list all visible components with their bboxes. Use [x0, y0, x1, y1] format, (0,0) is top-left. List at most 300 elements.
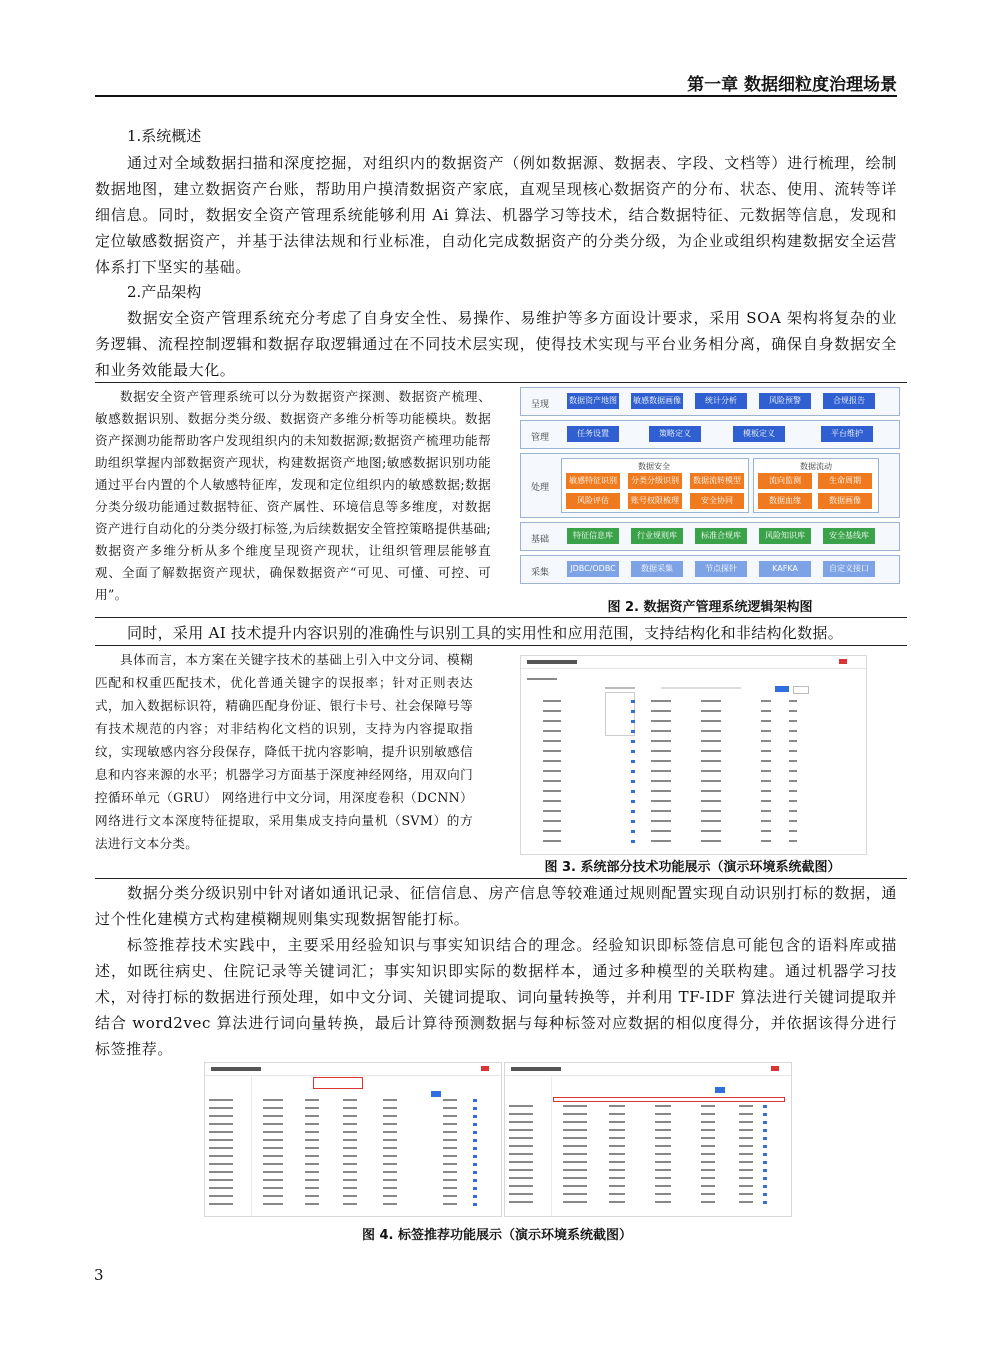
screenshot-text-line	[563, 1105, 587, 1107]
header-rule	[95, 95, 897, 97]
screenshot-text-line	[651, 770, 671, 772]
screenshot-tag-marker	[473, 1171, 477, 1174]
screenshot-tag-marker	[473, 1203, 477, 1206]
screenshot-text-line	[343, 1107, 357, 1109]
screenshot-text-line	[701, 1177, 715, 1179]
screenshot-text-line	[563, 1129, 587, 1131]
figure3-caption: 图 3. 系统部分技术功能展示（演示环境系统截图）	[544, 860, 841, 875]
screenshot-tag-marker	[631, 840, 635, 843]
screenshot-text-line	[701, 840, 721, 842]
screenshot-text-line	[509, 1185, 533, 1187]
screenshot-text-line	[209, 1107, 233, 1109]
screenshot-text-line	[701, 1137, 715, 1139]
arch-box: 风险评估	[566, 493, 620, 509]
screenshot-text-line	[739, 1121, 753, 1123]
screenshot-text-line	[701, 770, 721, 772]
screenshot-text-line	[209, 1147, 233, 1149]
screenshot-text-line	[701, 1153, 715, 1155]
arch-row-label: 管理	[531, 433, 550, 443]
screenshot-text-line	[761, 790, 771, 792]
arch-box: 敏感数据画像	[631, 393, 683, 409]
screenshot-text-line	[701, 1161, 715, 1163]
screenshot-text-line	[655, 1153, 671, 1155]
arch-row-presentation	[520, 387, 900, 416]
screenshot-text-line	[789, 810, 797, 812]
screenshot-text-line	[701, 1193, 715, 1195]
arch-box: 流向监测	[758, 473, 812, 489]
screenshot-text-line	[343, 1163, 357, 1165]
divider	[95, 645, 907, 646]
screenshot-text-line	[761, 700, 771, 702]
screenshot-text-line	[655, 1185, 671, 1187]
screenshot-text-line	[563, 1185, 587, 1187]
screenshot-tag-marker	[473, 1187, 477, 1190]
figure3-description: 具体而言，本方案在关键字技术的基础上引入中文分词、模糊匹配和权重匹配技术，优化普通关键字的误报率；针对正则表达式，加入数据标识符，精确匹配身份证、银行卡号、社会保障号等有技术规范的内容；对非结构化文档的识别，支持为内容提取指纹，实现敏感内容分段保存，降低干扰内容影响，提升识别敏感信息和内容来源的水平；机器学习方面基于深度神经网络，用双向门控循环单元（GRU） 网络进行中文分词，用深度卷积（DCNN）网络进行文本深度特征提取，采用集成支持向量机（SVM）的方法进行文本分类。	[95, 652, 473, 851]
screenshot-text-line	[651, 790, 671, 792]
screenshot-text-line	[209, 1187, 233, 1189]
screenshot-text-line	[651, 810, 671, 812]
screenshot-text-line	[343, 1115, 357, 1117]
screenshot-text-line	[443, 1115, 457, 1117]
screenshot-text-line	[509, 1145, 533, 1147]
screenshot-text-line	[263, 1203, 283, 1205]
screenshot-text-line	[509, 1121, 533, 1123]
screenshot-text-line	[209, 1179, 233, 1181]
screenshot-text-line	[789, 780, 797, 782]
screenshot-text-line	[655, 1113, 671, 1115]
arch-box: 数据血缘	[758, 493, 812, 509]
screenshot-text-line	[563, 1169, 587, 1171]
screenshot-text-line	[543, 710, 561, 712]
screenshot-tag-marker	[763, 1121, 767, 1124]
screenshot-text-line	[543, 800, 561, 802]
screenshot-tag-marker	[763, 1169, 767, 1172]
arch-box: 风险知识库	[759, 528, 811, 544]
screenshot-text-line	[739, 1193, 753, 1195]
screenshot-text-line	[209, 1163, 233, 1165]
section-heading-architecture: 2.产品架构	[127, 283, 202, 301]
screenshot-text-line	[443, 1107, 457, 1109]
screenshot-text-line	[655, 1145, 671, 1147]
arch-box: 账号权限梳理	[628, 493, 682, 509]
screenshot-text-line	[543, 840, 561, 842]
screenshot-text-line	[383, 1187, 397, 1189]
screenshot-tag-marker	[631, 820, 635, 823]
screenshot-text-line	[509, 1177, 533, 1179]
screenshot-text-line	[701, 1185, 715, 1187]
divider	[95, 617, 907, 618]
screenshot-text-line	[209, 1203, 233, 1205]
screenshot-text-line	[263, 1147, 283, 1149]
screenshot-text-line	[343, 1155, 357, 1157]
screenshot-text-line	[651, 720, 671, 722]
arch-row-label: 呈现	[531, 400, 550, 410]
screenshot-text-line	[761, 830, 771, 832]
arch-row-management	[520, 420, 900, 449]
screenshot-text-line	[701, 1169, 715, 1171]
screenshot-text-line	[789, 790, 797, 792]
screenshot-text-line	[789, 760, 797, 762]
screenshot-tag-marker	[763, 1145, 767, 1148]
screenshot-text-line	[761, 780, 771, 782]
screenshot-tag-marker	[763, 1185, 767, 1188]
screenshot-text-line	[443, 1099, 457, 1101]
screenshot-text-line	[443, 1139, 457, 1141]
screenshot-tag-marker	[763, 1193, 767, 1196]
arch-group-data-security	[561, 458, 749, 513]
screenshot-text-line	[383, 1147, 397, 1149]
screenshot-text-line	[305, 1131, 319, 1133]
screenshot-text-line	[739, 1185, 753, 1187]
arch-group-title: 数据流动	[800, 462, 832, 471]
architecture-diagram	[520, 387, 900, 592]
screenshot-text-line	[651, 760, 671, 762]
screenshot-tag-marker	[473, 1139, 477, 1142]
screenshot-text-line	[789, 770, 797, 772]
screenshot-text-line	[305, 1171, 319, 1173]
screenshot-text-line	[305, 1115, 319, 1117]
screenshot-tag-marker	[473, 1115, 477, 1118]
screenshot-text-line	[655, 1169, 671, 1171]
screenshot-text-line	[655, 1201, 671, 1203]
screenshot-text-line	[655, 1129, 671, 1131]
screenshot-text-line	[305, 1123, 319, 1125]
screenshot-text-line	[509, 1201, 533, 1203]
arch-row-collection	[520, 555, 900, 584]
screenshot-tag-marker	[631, 730, 635, 733]
screenshot-text-line	[209, 1195, 233, 1197]
screenshot-text-line	[343, 1099, 357, 1101]
screenshot-text-line	[739, 1137, 753, 1139]
screenshot-text-line	[563, 1145, 587, 1147]
arch-box: 风险预警	[759, 393, 811, 409]
screenshot-tag-marker	[763, 1201, 767, 1204]
screenshot-text-line	[443, 1203, 457, 1205]
arch-box: 策略定义	[649, 426, 701, 442]
screenshot-text-line	[701, 1105, 715, 1107]
screenshot-text-line	[443, 1171, 457, 1173]
screenshot-tag-marker	[763, 1105, 767, 1108]
arch-box: 数据采集	[631, 561, 683, 577]
architecture-paragraph: 数据安全资产管理系统充分考虑了自身安全性、易操作、易维护等多方面设计要求，采用 SOA 架构将复杂的业务逻辑、流程控制逻辑和数据存取逻辑通过在不同技术层实现，使得技术实现与平台业务相分离，确保自身数据安全和业务效能最大化。	[95, 309, 897, 379]
screenshot-text-line	[609, 1105, 625, 1107]
screenshot-text-line	[609, 1185, 625, 1187]
screenshot-text-line	[761, 770, 771, 772]
screenshot-text-line	[263, 1195, 283, 1197]
screenshot-text-line	[209, 1139, 233, 1141]
screenshot-text-line	[701, 830, 721, 832]
screenshot-text-line	[543, 700, 561, 702]
screenshot-text-line	[343, 1139, 357, 1141]
screenshot-text-line	[739, 1113, 753, 1115]
screenshot-text-line	[305, 1107, 319, 1109]
arch-box: 自定义接口	[823, 561, 875, 577]
screenshot-tag-marker	[763, 1153, 767, 1156]
screenshot-text-line	[263, 1163, 283, 1165]
divider	[95, 878, 907, 879]
figure2-description: 数据安全资产管理系统可以分为数据资产探测、数据资产梳理、敏感数据识别、数据分类分级、数据资产多维分析等功能模块。数据资产探测功能帮助客户发现组织内的未知数据源;数据资产梳理功能帮助组织掌握内部数据资产现状，构建数据资产地图;敏感数据识别功能通过平台内置的个人敏感特征库，发现和定位组织内的敏感数据;数据分类分级功能通过数据特征、资产属性、环境信息等多维度，对数据资产进行自动化的分类分级打标签,为后续数据安全管控策略提供基础;数据资产多维分析从多个维度呈现资产现状，让组织管理层能够直观、全面了解数据资产现状，确保数据资产“可见、可懂、可控、可用”。	[95, 389, 491, 602]
screenshot-text-line	[761, 760, 771, 762]
screenshot-text-line	[651, 840, 671, 842]
screenshot-text-line	[609, 1201, 625, 1203]
screenshot-tag-marker	[473, 1131, 477, 1134]
screenshot-text-line	[543, 780, 561, 782]
screenshot-text-line	[563, 1137, 587, 1139]
screenshot-text-line	[509, 1193, 533, 1195]
tag-recommend-screenshot-left	[204, 1062, 502, 1217]
screenshot-text-line	[443, 1187, 457, 1189]
screenshot-text-line	[343, 1171, 357, 1173]
screenshot-tag-marker	[473, 1099, 477, 1102]
screenshot-tag-marker	[473, 1195, 477, 1198]
screenshot-text-line	[789, 700, 797, 702]
arch-box: 任务设置	[567, 426, 619, 442]
screenshot-text-line	[443, 1163, 457, 1165]
arch-row-label: 处理	[531, 483, 550, 493]
screenshot-tag-marker	[473, 1123, 477, 1126]
divider	[95, 382, 907, 383]
screenshot-text-line	[789, 820, 797, 822]
screenshot-text-line	[343, 1187, 357, 1189]
screenshot-text-line	[739, 1129, 753, 1131]
screenshot-text-line	[701, 810, 721, 812]
screenshot-text-line	[701, 790, 721, 792]
screenshot-text-line	[655, 1137, 671, 1139]
screenshot-tag-marker	[631, 720, 635, 723]
screenshot-text-line	[761, 810, 771, 812]
screenshot-text-line	[739, 1161, 753, 1163]
screenshot-text-line	[563, 1201, 587, 1203]
screenshot-text-line	[789, 800, 797, 802]
screenshot-tag-marker	[631, 700, 635, 703]
arch-box: 安全协同	[690, 493, 744, 509]
screenshot-text-line	[443, 1147, 457, 1149]
screenshot-text-line	[383, 1139, 397, 1141]
screenshot-text-line	[655, 1161, 671, 1163]
screenshot-text-line	[263, 1187, 283, 1189]
screenshot-text-line	[789, 710, 797, 712]
screenshot-text-line	[609, 1121, 625, 1123]
screenshot-text-line	[509, 1105, 533, 1107]
screenshot-text-line	[609, 1153, 625, 1155]
screenshot-text-line	[305, 1163, 319, 1165]
screenshot-text-line	[789, 840, 797, 842]
arch-box: 分类分级识别	[628, 473, 682, 489]
screenshot-text-line	[305, 1155, 319, 1157]
screenshot-text-line	[263, 1115, 283, 1117]
screenshot-text-line	[263, 1139, 283, 1141]
screenshot-text-line	[761, 740, 771, 742]
screenshot-text-line	[305, 1195, 319, 1197]
screenshot-tag-marker	[473, 1179, 477, 1182]
screenshot-text-line	[739, 1169, 753, 1171]
screenshot-text-line	[263, 1123, 283, 1125]
arch-box: 安全基线库	[823, 528, 875, 544]
arch-row-foundation	[520, 522, 900, 551]
screenshot-tag-marker	[473, 1107, 477, 1110]
screenshot-text-line	[651, 710, 671, 712]
screenshot-text-line	[651, 820, 671, 822]
section-heading-overview: 1.系统概述	[127, 127, 202, 145]
screenshot-text-line	[305, 1099, 319, 1101]
arch-row-label: 基础	[531, 535, 550, 545]
screenshot-text-line	[609, 1169, 625, 1171]
screenshot-tag-marker	[763, 1161, 767, 1164]
screenshot-text-line	[789, 740, 797, 742]
screenshot-text-line	[761, 820, 771, 822]
screenshot-text-line	[209, 1115, 233, 1117]
screenshot-text-line	[383, 1203, 397, 1205]
screenshot-text-line	[789, 750, 797, 752]
arch-box: JDBC/ODBC	[567, 561, 619, 577]
screenshot-tag-marker	[473, 1147, 477, 1150]
arch-box: 特征信息库	[567, 528, 619, 544]
screenshot-text-line	[701, 720, 721, 722]
screenshot-text-line	[609, 1145, 625, 1147]
screenshot-tag-marker	[631, 830, 635, 833]
screenshot-text-line	[609, 1113, 625, 1115]
screenshot-text-line	[563, 1193, 587, 1195]
arch-box: 合规报告	[823, 393, 875, 409]
screenshot-text-line	[739, 1201, 753, 1203]
figure2-caption: 图 2. 数据资产管理系统逻辑架构图	[607, 600, 813, 615]
screenshot-text-line	[761, 710, 771, 712]
screenshot-text-line	[305, 1187, 319, 1189]
screenshot-text-line	[563, 1121, 587, 1123]
screenshot-text-line	[263, 1099, 283, 1101]
system-screenshot	[520, 655, 867, 855]
screenshot-tag-marker	[763, 1129, 767, 1132]
screenshot-text-line	[383, 1123, 397, 1125]
screenshot-text-line	[509, 1153, 533, 1155]
screenshot-text-line	[209, 1155, 233, 1157]
chapter-title: 第一章 数据细粒度治理场景	[687, 75, 897, 95]
screenshot-text-line	[651, 800, 671, 802]
screenshot-text-line	[761, 840, 771, 842]
screenshot-text-line	[383, 1171, 397, 1173]
screenshot-tag-marker	[631, 770, 635, 773]
screenshot-text-line	[343, 1195, 357, 1197]
screenshot-text-line	[305, 1139, 319, 1141]
arch-box: 数据资产地图	[567, 393, 619, 409]
screenshot-text-line	[609, 1161, 625, 1163]
screenshot-text-line	[443, 1155, 457, 1157]
screenshot-text-line	[655, 1193, 671, 1195]
screenshot-text-line	[443, 1179, 457, 1181]
screenshot-text-line	[343, 1123, 357, 1125]
screenshot-text-line	[609, 1193, 625, 1195]
screenshot-text-line	[563, 1161, 587, 1163]
screenshot-tag-marker	[763, 1177, 767, 1180]
screenshot-text-line	[739, 1153, 753, 1155]
screenshot-text-line	[701, 780, 721, 782]
screenshot-text-line	[543, 830, 561, 832]
arch-row-processing	[520, 453, 900, 518]
transition-paragraph: 同时，采用 AI 技术提升内容识别的准确性与识别工具的实用性和应用范围，支持结构化和非结构化数据。	[127, 624, 843, 642]
screenshot-text-line	[263, 1131, 283, 1133]
screenshot-text-line	[761, 730, 771, 732]
screenshot-text-line	[789, 720, 797, 722]
screenshot-text-line	[651, 700, 671, 702]
screenshot-text-line	[343, 1203, 357, 1205]
overview-paragraph: 通过对全域数据扫描和深度挖掘，对组织内的数据资产（例如数据源、数据表、字段、文档等）进行梳理，绘制数据地图，建立数据资产台账，帮助用户摸清数据资产家底，直观呈现核心数据资产的分布、状态、使用、流转等详细信息。同时，数据安全资产管理系统能够利用 Ai 算法、机器学习等技术，结合数据特征、元数据等信息，发现和定位敏感数据资产，并基于法律法规和行业标准，自动化完成数据资产的分类分级，为企业或组织构建数据安全运营体系打下坚实的基础。	[95, 154, 897, 276]
screenshot-text-line	[343, 1179, 357, 1181]
tag-recommend-screenshot-right	[504, 1062, 792, 1217]
screenshot-text-line	[563, 1113, 587, 1115]
screenshot-text-line	[701, 750, 721, 752]
screenshot-text-line	[209, 1171, 233, 1173]
screenshot-text-line	[609, 1129, 625, 1131]
screenshot-text-line	[609, 1177, 625, 1179]
screenshot-text-line	[651, 740, 671, 742]
classification-paragraph: 数据分类分级识别中针对诸如通讯记录、征信信息、房产信息等较难通过规则配置实现自动识别打标的数据，通过个性化建模方式构建模糊规则集实现数据智能打标。	[95, 884, 897, 928]
screenshot-text-line	[701, 740, 721, 742]
screenshot-text-line	[443, 1123, 457, 1125]
arch-row-label: 采集	[531, 568, 550, 578]
screenshot-text-line	[509, 1137, 533, 1139]
screenshot-text-line	[651, 730, 671, 732]
screenshot-text-line	[383, 1107, 397, 1109]
screenshot-tag-marker	[631, 800, 635, 803]
screenshot-text-line	[543, 730, 561, 732]
screenshot-text-line	[739, 1145, 753, 1147]
screenshot-text-line	[209, 1131, 233, 1133]
screenshot-text-line	[509, 1113, 533, 1115]
screenshot-tag-marker	[473, 1155, 477, 1158]
screenshot-text-line	[701, 1113, 715, 1115]
arch-box: 生命周期	[818, 473, 872, 489]
arch-box: 数据流转模型	[690, 473, 744, 489]
arch-box: 平台维护	[821, 426, 873, 442]
screenshot-text-line	[761, 750, 771, 752]
arch-box: 数据画像	[818, 493, 872, 509]
arch-box: 模板定义	[733, 426, 785, 442]
screenshot-text-line	[701, 1145, 715, 1147]
screenshot-text-line	[305, 1179, 319, 1181]
screenshot-text-line	[509, 1129, 533, 1131]
arch-box: 行业规则库	[631, 528, 683, 544]
screenshot-text-line	[701, 1129, 715, 1131]
screenshot-text-line	[563, 1177, 587, 1179]
screenshot-text-line	[263, 1107, 283, 1109]
screenshot-text-line	[543, 740, 561, 742]
screenshot-text-line	[651, 780, 671, 782]
tagging-paragraph: 标签推荐技术实践中，主要采用经验知识与事实知识结合的理念。经验知识即标签信息可能包含的语料库或描述，如既往病史、住院记录等关键词汇；事实知识即实际的数据样本，通过多种模型的关联构建。通过机器学习技术，对待打标的数据进行预处理，如中文分词、关键词提取、词向量转换等，并利用 TF-IDF 算法进行关键词提取并结合 word2vec 算法进行词向量转换，最后计算待预测数据与每种标签对应数据的相似度得分，并依据该得分进行标签推荐。	[95, 936, 897, 1058]
screenshot-tag-marker	[631, 710, 635, 713]
screenshot-tag-marker	[631, 810, 635, 813]
screenshot-text-line	[655, 1121, 671, 1123]
screenshot-text-line	[383, 1115, 397, 1117]
screenshot-text-line	[789, 730, 797, 732]
screenshot-text-line	[761, 800, 771, 802]
screenshot-text-line	[443, 1195, 457, 1197]
screenshot-text-line	[383, 1195, 397, 1197]
screenshot-text-line	[701, 800, 721, 802]
screenshot-text-line	[383, 1179, 397, 1181]
screenshot-text-line	[701, 1121, 715, 1123]
screenshot-text-line	[509, 1161, 533, 1163]
screenshot-text-line	[343, 1147, 357, 1149]
figure4-caption: 图 4. 标签推荐功能展示（演示环境系统截图）	[361, 1228, 633, 1243]
screenshot-tag-marker	[631, 790, 635, 793]
screenshot-tag-marker	[763, 1113, 767, 1116]
screenshot-text-line	[263, 1155, 283, 1157]
screenshot-text-line	[609, 1137, 625, 1139]
arch-box: 敏感特征识别	[566, 473, 620, 489]
screenshot-text-line	[543, 760, 561, 762]
screenshot-text-line	[701, 1201, 715, 1203]
screenshot-text-line	[739, 1105, 753, 1107]
